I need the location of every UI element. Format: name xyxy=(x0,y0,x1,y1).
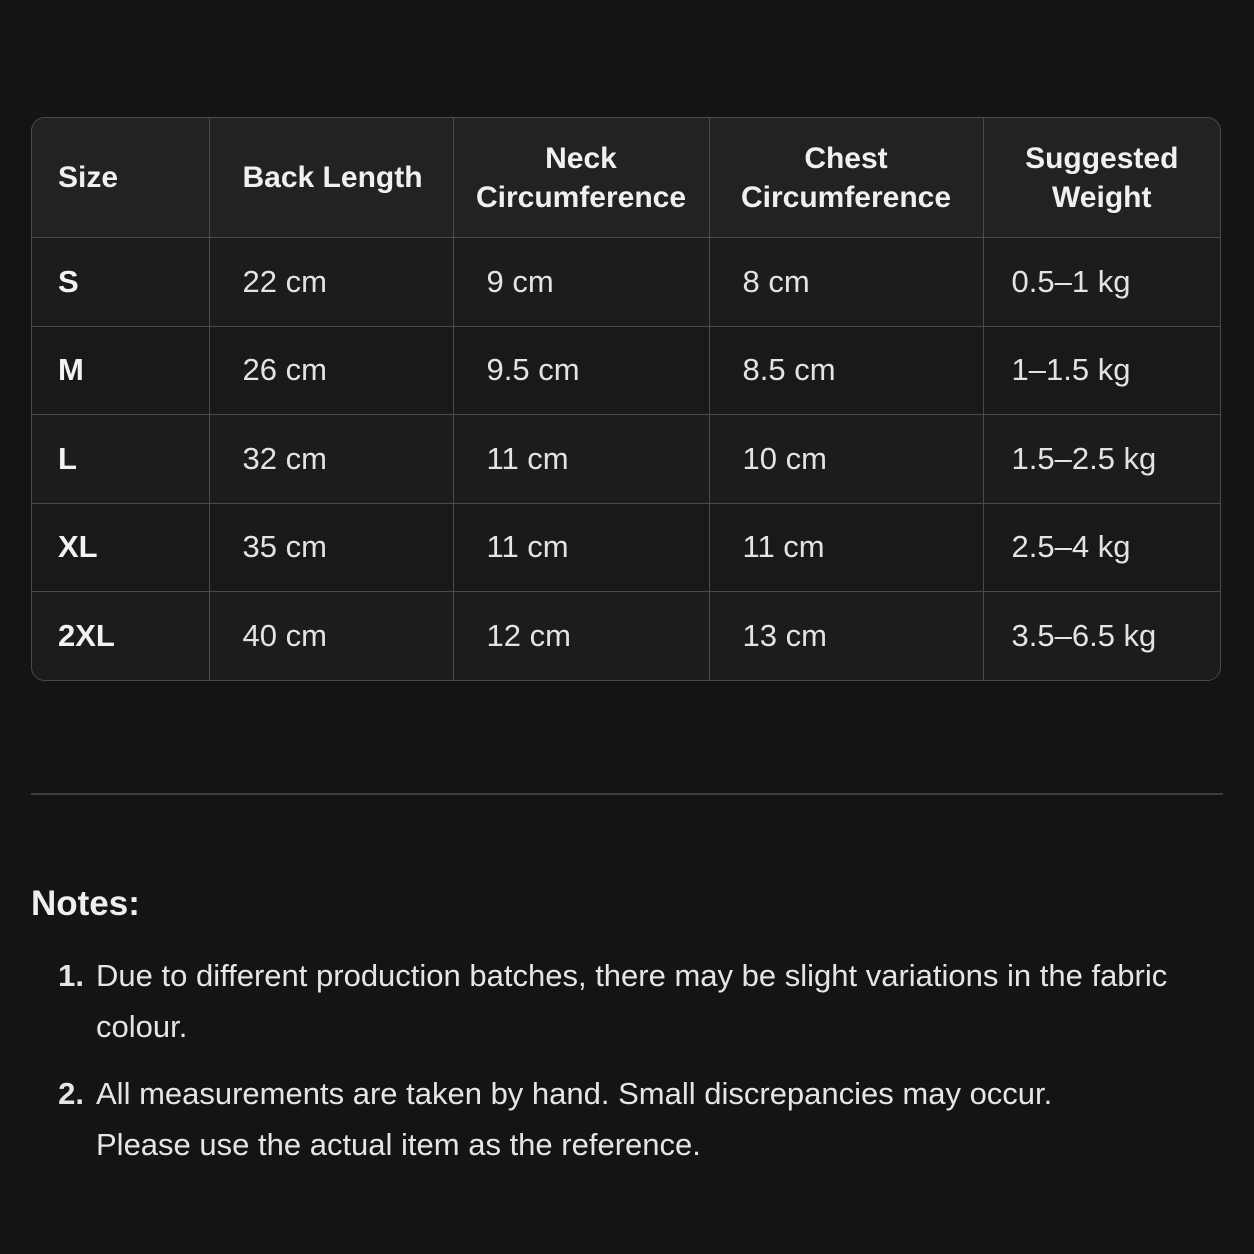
cell-neck: 12 cm xyxy=(453,592,709,681)
note-number: 2. xyxy=(58,1076,84,1111)
cell-neck: 11 cm xyxy=(453,503,709,592)
header-chest-circumference xyxy=(709,118,983,238)
size-chart-table xyxy=(32,118,1220,680)
cell-size: M xyxy=(32,326,209,415)
size-chart-table-container xyxy=(31,117,1221,681)
cell-weight: 3.5–6.5 kg xyxy=(983,592,1220,681)
header-chest-line-2: Circumference xyxy=(740,180,952,214)
notes-list xyxy=(31,950,1231,1186)
cell-weight: 1.5–2.5 kg xyxy=(983,415,1220,504)
note-item xyxy=(31,1068,1231,1170)
cell-size: 2XL xyxy=(32,592,209,681)
cell-chest: 13 cm xyxy=(709,592,983,681)
cell-back-length: 26 cm xyxy=(209,326,453,415)
table-header-row xyxy=(32,118,1220,238)
header-size xyxy=(32,118,209,238)
header-neck-circumference xyxy=(453,118,709,238)
cell-chest: 10 cm xyxy=(709,415,983,504)
note-line: All measurements are taken by hand. Small discrepancies may occur. xyxy=(96,1076,1053,1111)
note-text xyxy=(84,1068,1231,1170)
cell-size: S xyxy=(32,238,209,327)
cell-chest: 8 cm xyxy=(709,238,983,327)
table-row xyxy=(32,503,1220,592)
cell-weight: 0.5–1 kg xyxy=(983,238,1220,327)
table-row xyxy=(32,238,1220,327)
note-line: Please use the actual item as the reference. xyxy=(96,1127,701,1162)
cell-chest: 11 cm xyxy=(709,503,983,592)
note-item xyxy=(31,950,1231,1052)
note-line: Due to different production batches, there may be slight variations in the fabric xyxy=(96,958,1168,993)
header-back-length xyxy=(209,118,453,238)
table-row xyxy=(32,592,1220,681)
table-row xyxy=(32,326,1220,415)
cell-back-length: 22 cm xyxy=(209,238,453,327)
cell-weight: 1–1.5 kg xyxy=(983,326,1220,415)
header-suggested-weight xyxy=(983,118,1220,238)
header-chest-line-1: Chest xyxy=(804,141,888,175)
cell-size: L xyxy=(32,415,209,504)
header-weight-line-2: Weight xyxy=(1052,180,1152,214)
note-text xyxy=(84,950,1231,1052)
cell-size: XL xyxy=(32,503,209,592)
header-neck-line-1: Neck xyxy=(545,141,617,175)
header-size-line-1: Size xyxy=(58,161,119,194)
table-row xyxy=(32,415,1220,504)
cell-back-length: 35 cm xyxy=(209,503,453,592)
note-line: colour. xyxy=(96,1009,188,1044)
notes-title: Notes: xyxy=(31,884,140,923)
cell-neck: 9.5 cm xyxy=(453,326,709,415)
cell-weight: 2.5–4 kg xyxy=(983,503,1220,592)
cell-back-length: 40 cm xyxy=(209,592,453,681)
header-back-length-line-1: Back Length xyxy=(242,161,423,194)
cell-neck: 9 cm xyxy=(453,238,709,327)
cell-chest: 8.5 cm xyxy=(709,326,983,415)
cell-back-length: 32 cm xyxy=(209,415,453,504)
header-weight-line-1: Suggested xyxy=(1025,141,1179,175)
note-number: 1. xyxy=(58,958,84,993)
section-divider xyxy=(31,793,1223,795)
cell-neck: 11 cm xyxy=(453,415,709,504)
header-neck-line-2: Circumference xyxy=(475,180,687,214)
